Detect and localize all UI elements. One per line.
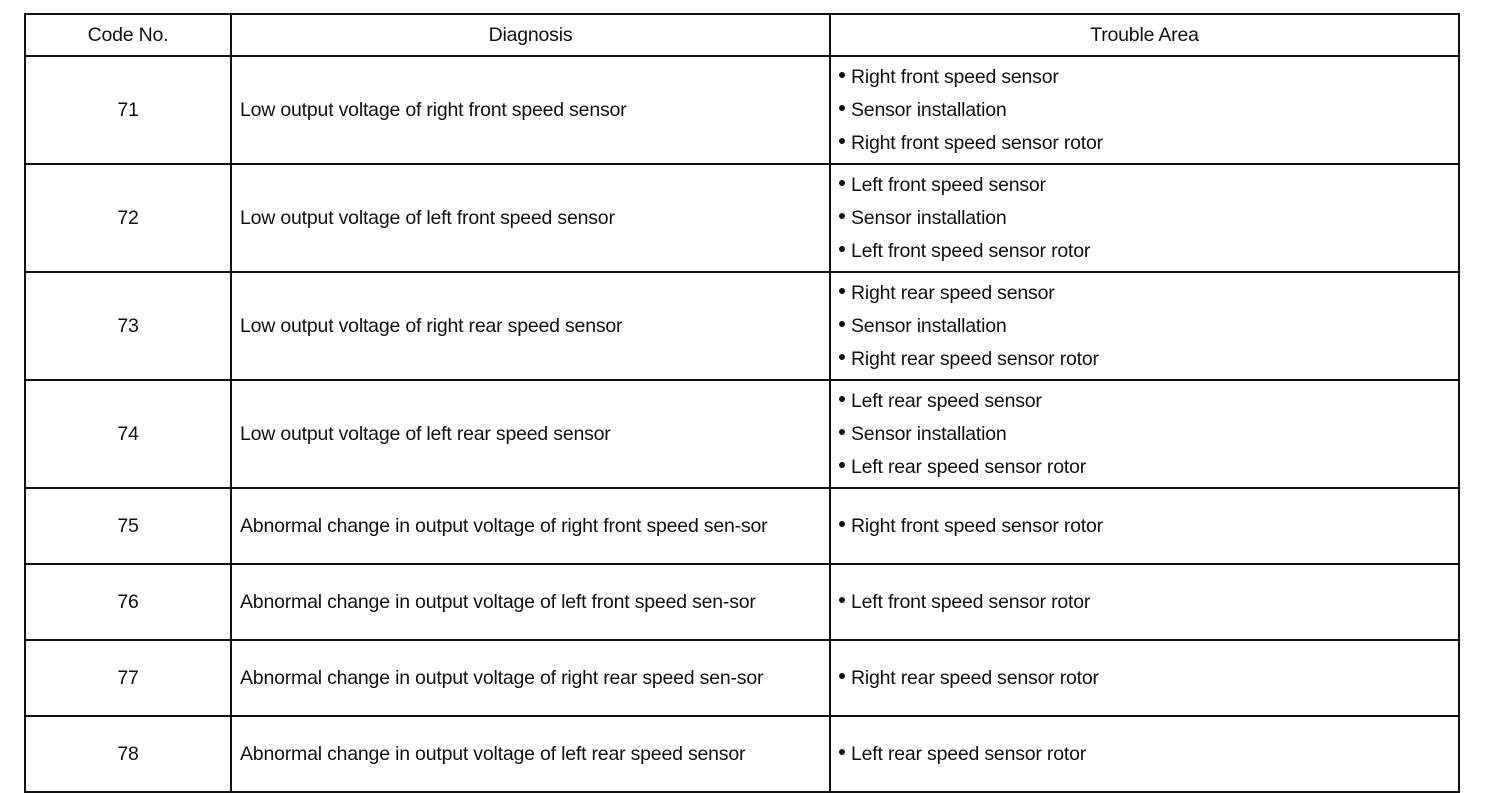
bullet-icon: [839, 597, 845, 603]
code-cell: 71: [25, 56, 231, 164]
code-cell: 73: [25, 272, 231, 380]
trouble-area-cell: [830, 716, 1459, 792]
trouble-area-item: [839, 510, 1458, 543]
table-row: [25, 272, 1459, 380]
trouble-area-text: Left rear speed sensor rotor: [851, 455, 1087, 478]
table-row: [25, 564, 1459, 640]
bullet-icon: [839, 462, 845, 468]
trouble-area-cell: [830, 380, 1459, 488]
trouble-area-item: [839, 343, 1458, 376]
bullet-icon: [839, 72, 845, 78]
diagnosis-cell: Abnormal change in output voltage of right rear speed sen-sor: [231, 640, 830, 716]
trouble-area-item: [839, 127, 1458, 160]
trouble-area-cell: [830, 564, 1459, 640]
bullet-icon: [839, 396, 845, 402]
trouble-area-text: Left front speed sensor rotor: [851, 590, 1091, 613]
diagnostic-code-table: [24, 13, 1460, 793]
trouble-area-text: Sensor installation: [851, 206, 1007, 229]
trouble-area-text: Right rear speed sensor rotor: [851, 347, 1099, 370]
diagnosis-cell: Abnormal change in output voltage of left front speed sen-sor: [231, 564, 830, 640]
trouble-area-item: [839, 94, 1458, 127]
code-cell: 77: [25, 640, 231, 716]
trouble-area-item: [839, 202, 1458, 235]
header-diagnosis: Diagnosis: [231, 14, 830, 56]
bullet-icon: [839, 105, 845, 111]
diagnosis-cell: Low output voltage of right front speed sensor: [231, 56, 830, 164]
table-row: [25, 380, 1459, 488]
code-cell: 72: [25, 164, 231, 272]
trouble-area-text: Left front speed sensor: [851, 173, 1046, 196]
table-row: [25, 488, 1459, 564]
trouble-area-cell: [830, 272, 1459, 380]
bullet-icon: [839, 180, 845, 186]
bullet-icon: [839, 288, 845, 294]
trouble-area-item: [839, 451, 1458, 484]
trouble-area-item: [839, 385, 1458, 418]
code-cell: 76: [25, 564, 231, 640]
code-cell: 75: [25, 488, 231, 564]
bullet-icon: [839, 246, 845, 252]
table-row: [25, 716, 1459, 792]
bullet-icon: [839, 521, 845, 527]
trouble-area-cell: [830, 640, 1459, 716]
trouble-area-text: Left front speed sensor rotor: [851, 239, 1091, 262]
diagnosis-cell: Abnormal change in output voltage of left rear speed sensor: [231, 716, 830, 792]
trouble-area-text: Right front speed sensor rotor: [851, 131, 1103, 154]
diagnosis-cell: Low output voltage of left rear speed sensor: [231, 380, 830, 488]
bullet-icon: [839, 321, 845, 327]
table-body: [25, 56, 1459, 792]
trouble-area-item: [839, 418, 1458, 451]
trouble-area-text: Sensor installation: [851, 314, 1007, 337]
header-code-no: Code No.: [25, 14, 231, 56]
table-row: [25, 640, 1459, 716]
trouble-area-cell: [830, 164, 1459, 272]
trouble-area-text: Sensor installation: [851, 98, 1007, 121]
code-cell: 78: [25, 716, 231, 792]
bullet-icon: [839, 749, 845, 755]
trouble-area-item: [839, 169, 1458, 202]
trouble-area-cell: [830, 488, 1459, 564]
trouble-area-text: Right rear speed sensor rotor: [851, 666, 1099, 689]
trouble-area-item: [839, 310, 1458, 343]
trouble-area-item: [839, 277, 1458, 310]
trouble-area-text: Left rear speed sensor: [851, 389, 1042, 412]
bullet-icon: [839, 429, 845, 435]
trouble-area-cell: [830, 56, 1459, 164]
trouble-area-text: Sensor installation: [851, 422, 1007, 445]
trouble-area-text: Left rear speed sensor rotor: [851, 742, 1087, 765]
trouble-area-item: [839, 235, 1458, 268]
bullet-icon: [839, 354, 845, 360]
table-row: [25, 164, 1459, 272]
diagnosis-cell: Low output voltage of left front speed sensor: [231, 164, 830, 272]
table-header-row: [25, 14, 1459, 56]
table-row: [25, 56, 1459, 164]
diagnosis-cell: Abnormal change in output voltage of right front speed sen-sor: [231, 488, 830, 564]
trouble-area-item: [839, 61, 1458, 94]
bullet-icon: [839, 138, 845, 144]
header-trouble-area: Trouble Area: [830, 14, 1459, 56]
diagnosis-cell: Low output voltage of right rear speed sensor: [231, 272, 830, 380]
trouble-area-item: [839, 586, 1458, 619]
code-cell: 74: [25, 380, 231, 488]
trouble-area-text: Right rear speed sensor: [851, 281, 1055, 304]
bullet-icon: [839, 213, 845, 219]
trouble-area-text: Right front speed sensor rotor: [851, 514, 1103, 537]
trouble-area-text: Right front speed sensor: [851, 65, 1059, 88]
trouble-area-item: [839, 738, 1458, 771]
bullet-icon: [839, 673, 845, 679]
trouble-area-item: [839, 662, 1458, 695]
